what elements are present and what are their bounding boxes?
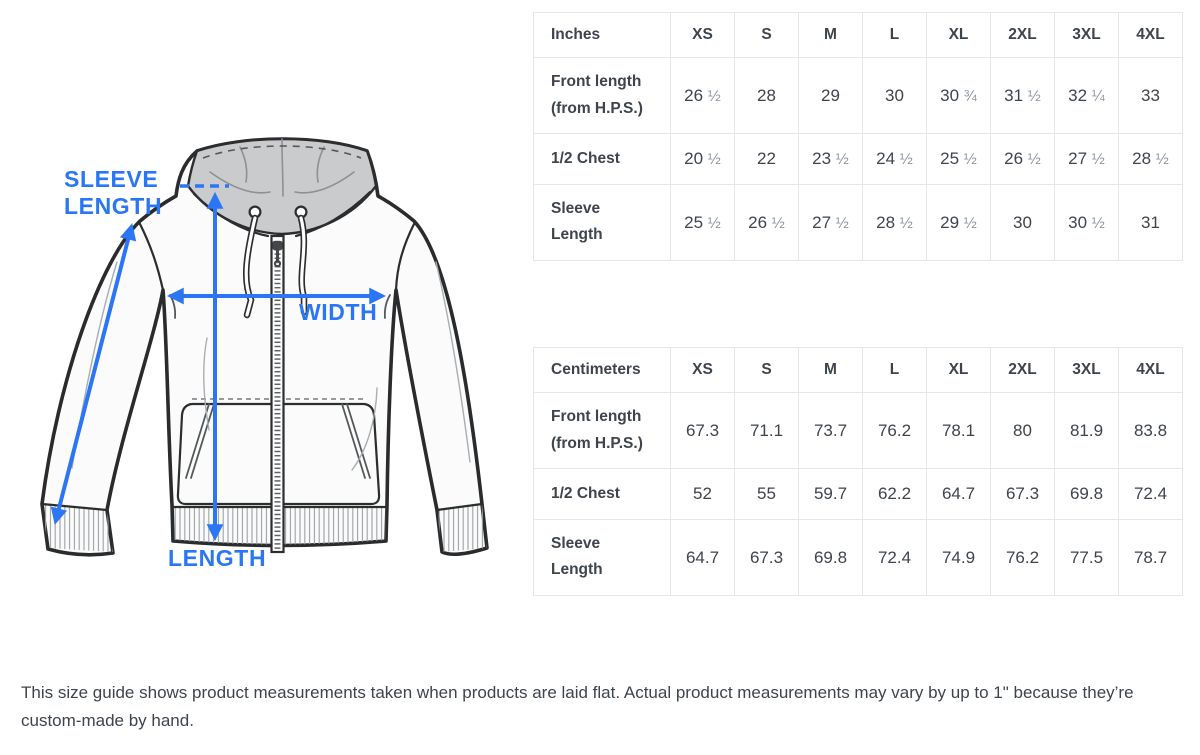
left-cuff-ribbing <box>42 504 113 552</box>
measurement-cell: 27 ½ <box>1055 134 1119 184</box>
table-row <box>534 519 1183 595</box>
size-header: 3XL <box>1055 348 1119 393</box>
measurement-cell: 20 ½ <box>671 134 735 184</box>
size-header: S <box>735 13 799 58</box>
measurement-cell: 64.7 <box>927 469 991 519</box>
fraction-value: ½ <box>1091 214 1105 232</box>
sleeve-length-label: SLEEVE <box>64 166 159 192</box>
fraction-value: ½ <box>1091 151 1105 169</box>
row-label: 1/2 Chest <box>534 469 671 519</box>
size-header: 4XL <box>1119 348 1183 393</box>
measurement-cell: 81.9 <box>1055 393 1119 469</box>
note-text: This size guide shows product measurements taken when products are laid flat. Actual product measurements may vary by up to 1" because they’re custom-made by hand. <box>21 683 1134 730</box>
measurement-cell: 26 ½ <box>735 184 799 260</box>
measurement-cell: 24 ½ <box>863 134 927 184</box>
row-label: Sleeve Length <box>534 519 671 595</box>
hood-center-seam <box>282 139 283 196</box>
measurement-cell: 26 ½ <box>671 58 735 134</box>
width-label: WIDTH <box>299 299 378 325</box>
measurement-cell: 28 <box>735 58 799 134</box>
measurement-cell: 74.9 <box>927 519 991 595</box>
measurement-cell: 32 ¼ <box>1055 58 1119 134</box>
measurement-cell: 72.4 <box>1119 469 1183 519</box>
fraction-value: ½ <box>899 151 913 169</box>
inches-table-container <box>533 12 1184 261</box>
measurement-cell: 28 ½ <box>863 184 927 260</box>
measurement-cell: 30 <box>863 58 927 134</box>
fraction-value: ½ <box>835 151 849 169</box>
measurement-cell: 72.4 <box>863 519 927 595</box>
size-header: 4XL <box>1119 13 1183 58</box>
measurement-cell: 30 <box>991 184 1055 260</box>
measurement-cell: 62.2 <box>863 469 927 519</box>
measurement-cell: 67.3 <box>735 519 799 595</box>
centimeters-size-table <box>533 347 1183 596</box>
hoodie-sketch <box>0 0 520 680</box>
size-header: M <box>799 13 863 58</box>
measurement-cell: 55 <box>735 469 799 519</box>
size-header: S <box>735 348 799 393</box>
unit-header: Inches <box>534 13 671 58</box>
size-header: XS <box>671 13 735 58</box>
centimeters-table-container <box>533 347 1184 596</box>
measurement-cell: 31 ½ <box>991 58 1055 134</box>
sleeve-length-label: LENGTH <box>64 193 163 219</box>
measurement-cell: 73.7 <box>799 393 863 469</box>
fraction-value: ½ <box>963 151 977 169</box>
table-row <box>534 393 1183 469</box>
fraction-value: ½ <box>1027 88 1041 106</box>
size-header: M <box>799 348 863 393</box>
measurement-cell: 78.7 <box>1119 519 1183 595</box>
measurement-cell: 30 ½ <box>1055 184 1119 260</box>
measurement-cell: 67.3 <box>671 393 735 469</box>
row-label: Front length (from H.P.S.) <box>534 393 671 469</box>
measurement-cell: 25 ½ <box>927 134 991 184</box>
fraction-value: ½ <box>707 88 721 106</box>
size-header: XS <box>671 348 735 393</box>
fraction-value: ½ <box>707 151 721 169</box>
measurement-cell: 28 ½ <box>1119 134 1183 184</box>
fraction-value: ½ <box>707 214 721 232</box>
row-label: Front length (from H.P.S.) <box>534 58 671 134</box>
measurement-cell: 76.2 <box>863 393 927 469</box>
measurement-cell: 59.7 <box>799 469 863 519</box>
measurement-cell: 25 ½ <box>671 184 735 260</box>
measurement-cell: 33 <box>1119 58 1183 134</box>
size-header: 3XL <box>1055 13 1119 58</box>
table-row <box>534 469 1183 519</box>
measurement-cell: 27 ½ <box>799 184 863 260</box>
measurement-cell: 76.2 <box>991 519 1055 595</box>
right-cuff-ribbing <box>437 504 487 552</box>
row-label: 1/2 Chest <box>534 134 671 184</box>
fraction-value: ¼ <box>1091 88 1105 106</box>
table-row <box>534 184 1183 260</box>
measurement-cell: 22 <box>735 134 799 184</box>
size-header: 2XL <box>991 348 1055 393</box>
table-row <box>534 134 1183 184</box>
size-header: L <box>863 13 927 58</box>
size-header: XL <box>927 348 991 393</box>
size-header: L <box>863 348 927 393</box>
size-header: XL <box>927 13 991 58</box>
measurement-cell: 71.1 <box>735 393 799 469</box>
measurement-cell: 30 ¾ <box>927 58 991 134</box>
measurement-cell: 23 ½ <box>799 134 863 184</box>
zipper <box>272 236 284 552</box>
inches-size-table <box>533 12 1183 261</box>
fraction-value: ½ <box>835 214 849 232</box>
length-label: LENGTH <box>168 545 267 571</box>
fraction-value: ¾ <box>963 88 977 106</box>
fraction-value: ½ <box>1155 151 1169 169</box>
table-row <box>534 58 1183 134</box>
size-header: 2XL <box>991 13 1055 58</box>
measurement-cell: 29 <box>799 58 863 134</box>
fraction-value: ½ <box>899 214 913 232</box>
measurement-cell: 69.8 <box>799 519 863 595</box>
measurement-cell: 67.3 <box>991 469 1055 519</box>
measurement-cell: 52 <box>671 469 735 519</box>
unit-header: Centimeters <box>534 348 671 393</box>
fraction-value: ½ <box>771 214 785 232</box>
measurement-cell: 78.1 <box>927 393 991 469</box>
measurement-cell: 77.5 <box>1055 519 1119 595</box>
measurement-cell: 26 ½ <box>991 134 1055 184</box>
measurement-cell: 29 ½ <box>927 184 991 260</box>
row-label: Sleeve Length <box>534 184 671 260</box>
measurement-cell: 69.8 <box>1055 469 1119 519</box>
measurement-cell: 64.7 <box>671 519 735 595</box>
fraction-value: ½ <box>963 214 977 232</box>
measurement-cell: 80 <box>991 393 1055 469</box>
measurement-diagram <box>0 0 520 680</box>
fraction-value: ½ <box>1027 151 1041 169</box>
measurement-cell: 31 <box>1119 184 1183 260</box>
measurement-cell: 83.8 <box>1119 393 1183 469</box>
